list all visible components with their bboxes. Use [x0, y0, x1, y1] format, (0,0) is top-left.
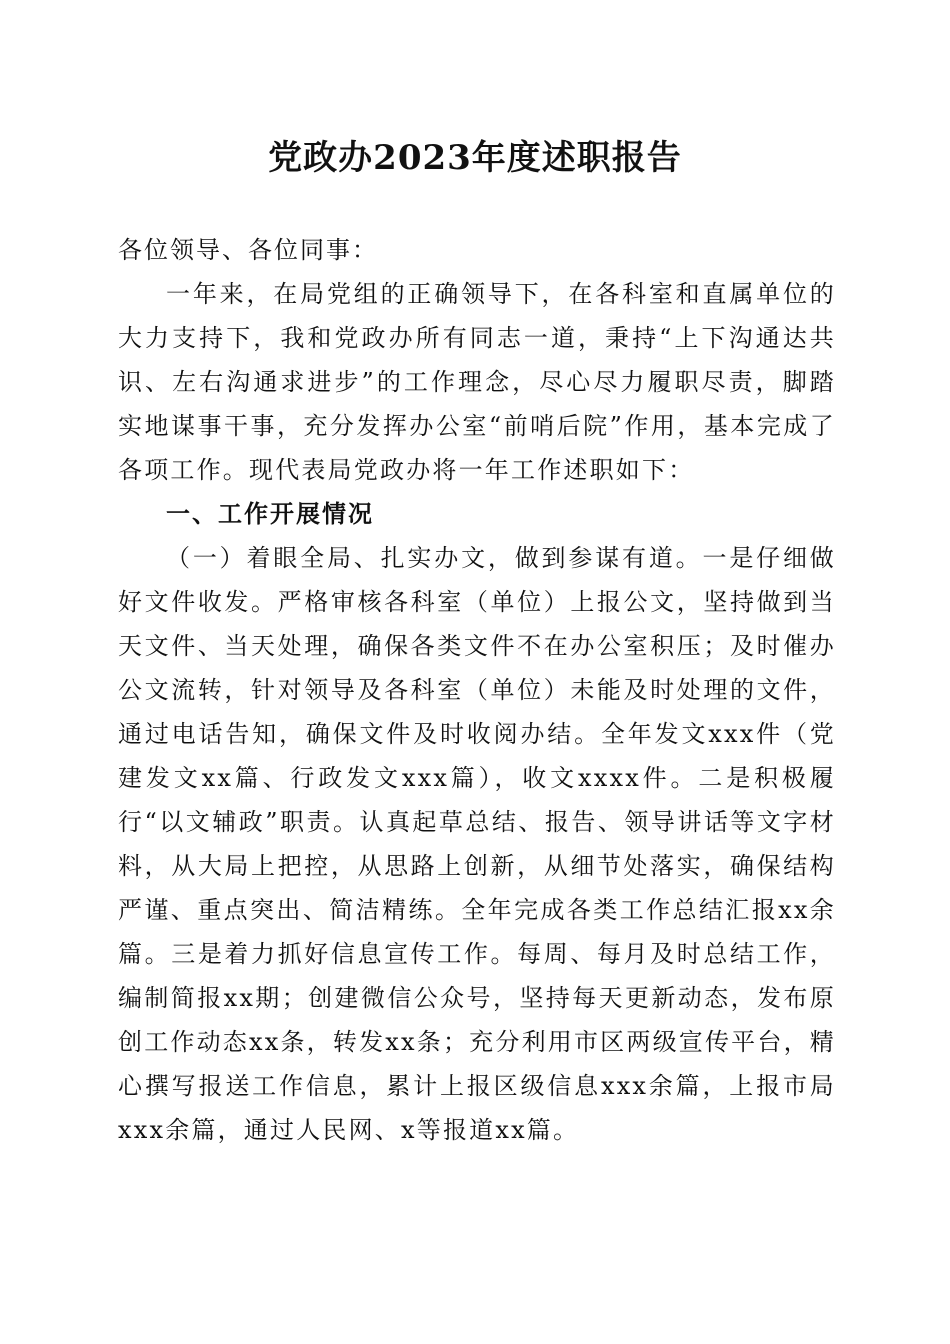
document-title: 党政办2023年度述职报告: [268, 138, 682, 178]
section-heading: 一、工作开展情况: [166, 500, 374, 528]
section-paragraph: （一）着眼全局、扎实办文，做到参谋有道。一是仔细做好文件收发。严格审核各科室（单位）上报公文，坚持做到当天文件、当天处理，确保各类文件不在办公室积压；及时催办公文流转，针对领导及各科室（单位）未能及时处理的文件，通过电话告知，确保文件及时收阅办结。全年发文xxx件（党建发文xx篇、行政发文xxx篇），收文xxxx件。二是积极履行“以文辅政”职责。认真起草总结、报告、领导讲话等文字材料，从大局上把控，从思路上创新，从细节处落实，确保结构严谨、重点突出、简洁精练。全年完成各类工作总结汇报xx余篇。三是着力抓好信息宣传工作。每周、每月及时总结工作，编制简报xx期；创建微信公众号，坚持每天更新动态，发布原创工作动态xx条，转发xx条；充分利用市区两级宣传平台，精心撰写报送工作信息，累计上报区级信息xxx余篇，上报市局xxx余篇，通过人民网、x等报道xx篇。: [118, 544, 836, 1144]
salutation: 各位领导、各位同事：: [118, 236, 378, 264]
document-body: [118, 228, 836, 1152]
intro-paragraph: 一年来，在局党组的正确领导下，在各科室和直属单位的大力支持下，我和党政办所有同志一道，秉持“上下沟通达共识、左右沟通求进步”的工作理念，尽心尽力履职尽责，脚踏实地谋事干事，充分发挥办公室“前哨后院”作用，基本完成了各项工作。现代表局党政办将一年工作述职如下：: [118, 280, 836, 484]
